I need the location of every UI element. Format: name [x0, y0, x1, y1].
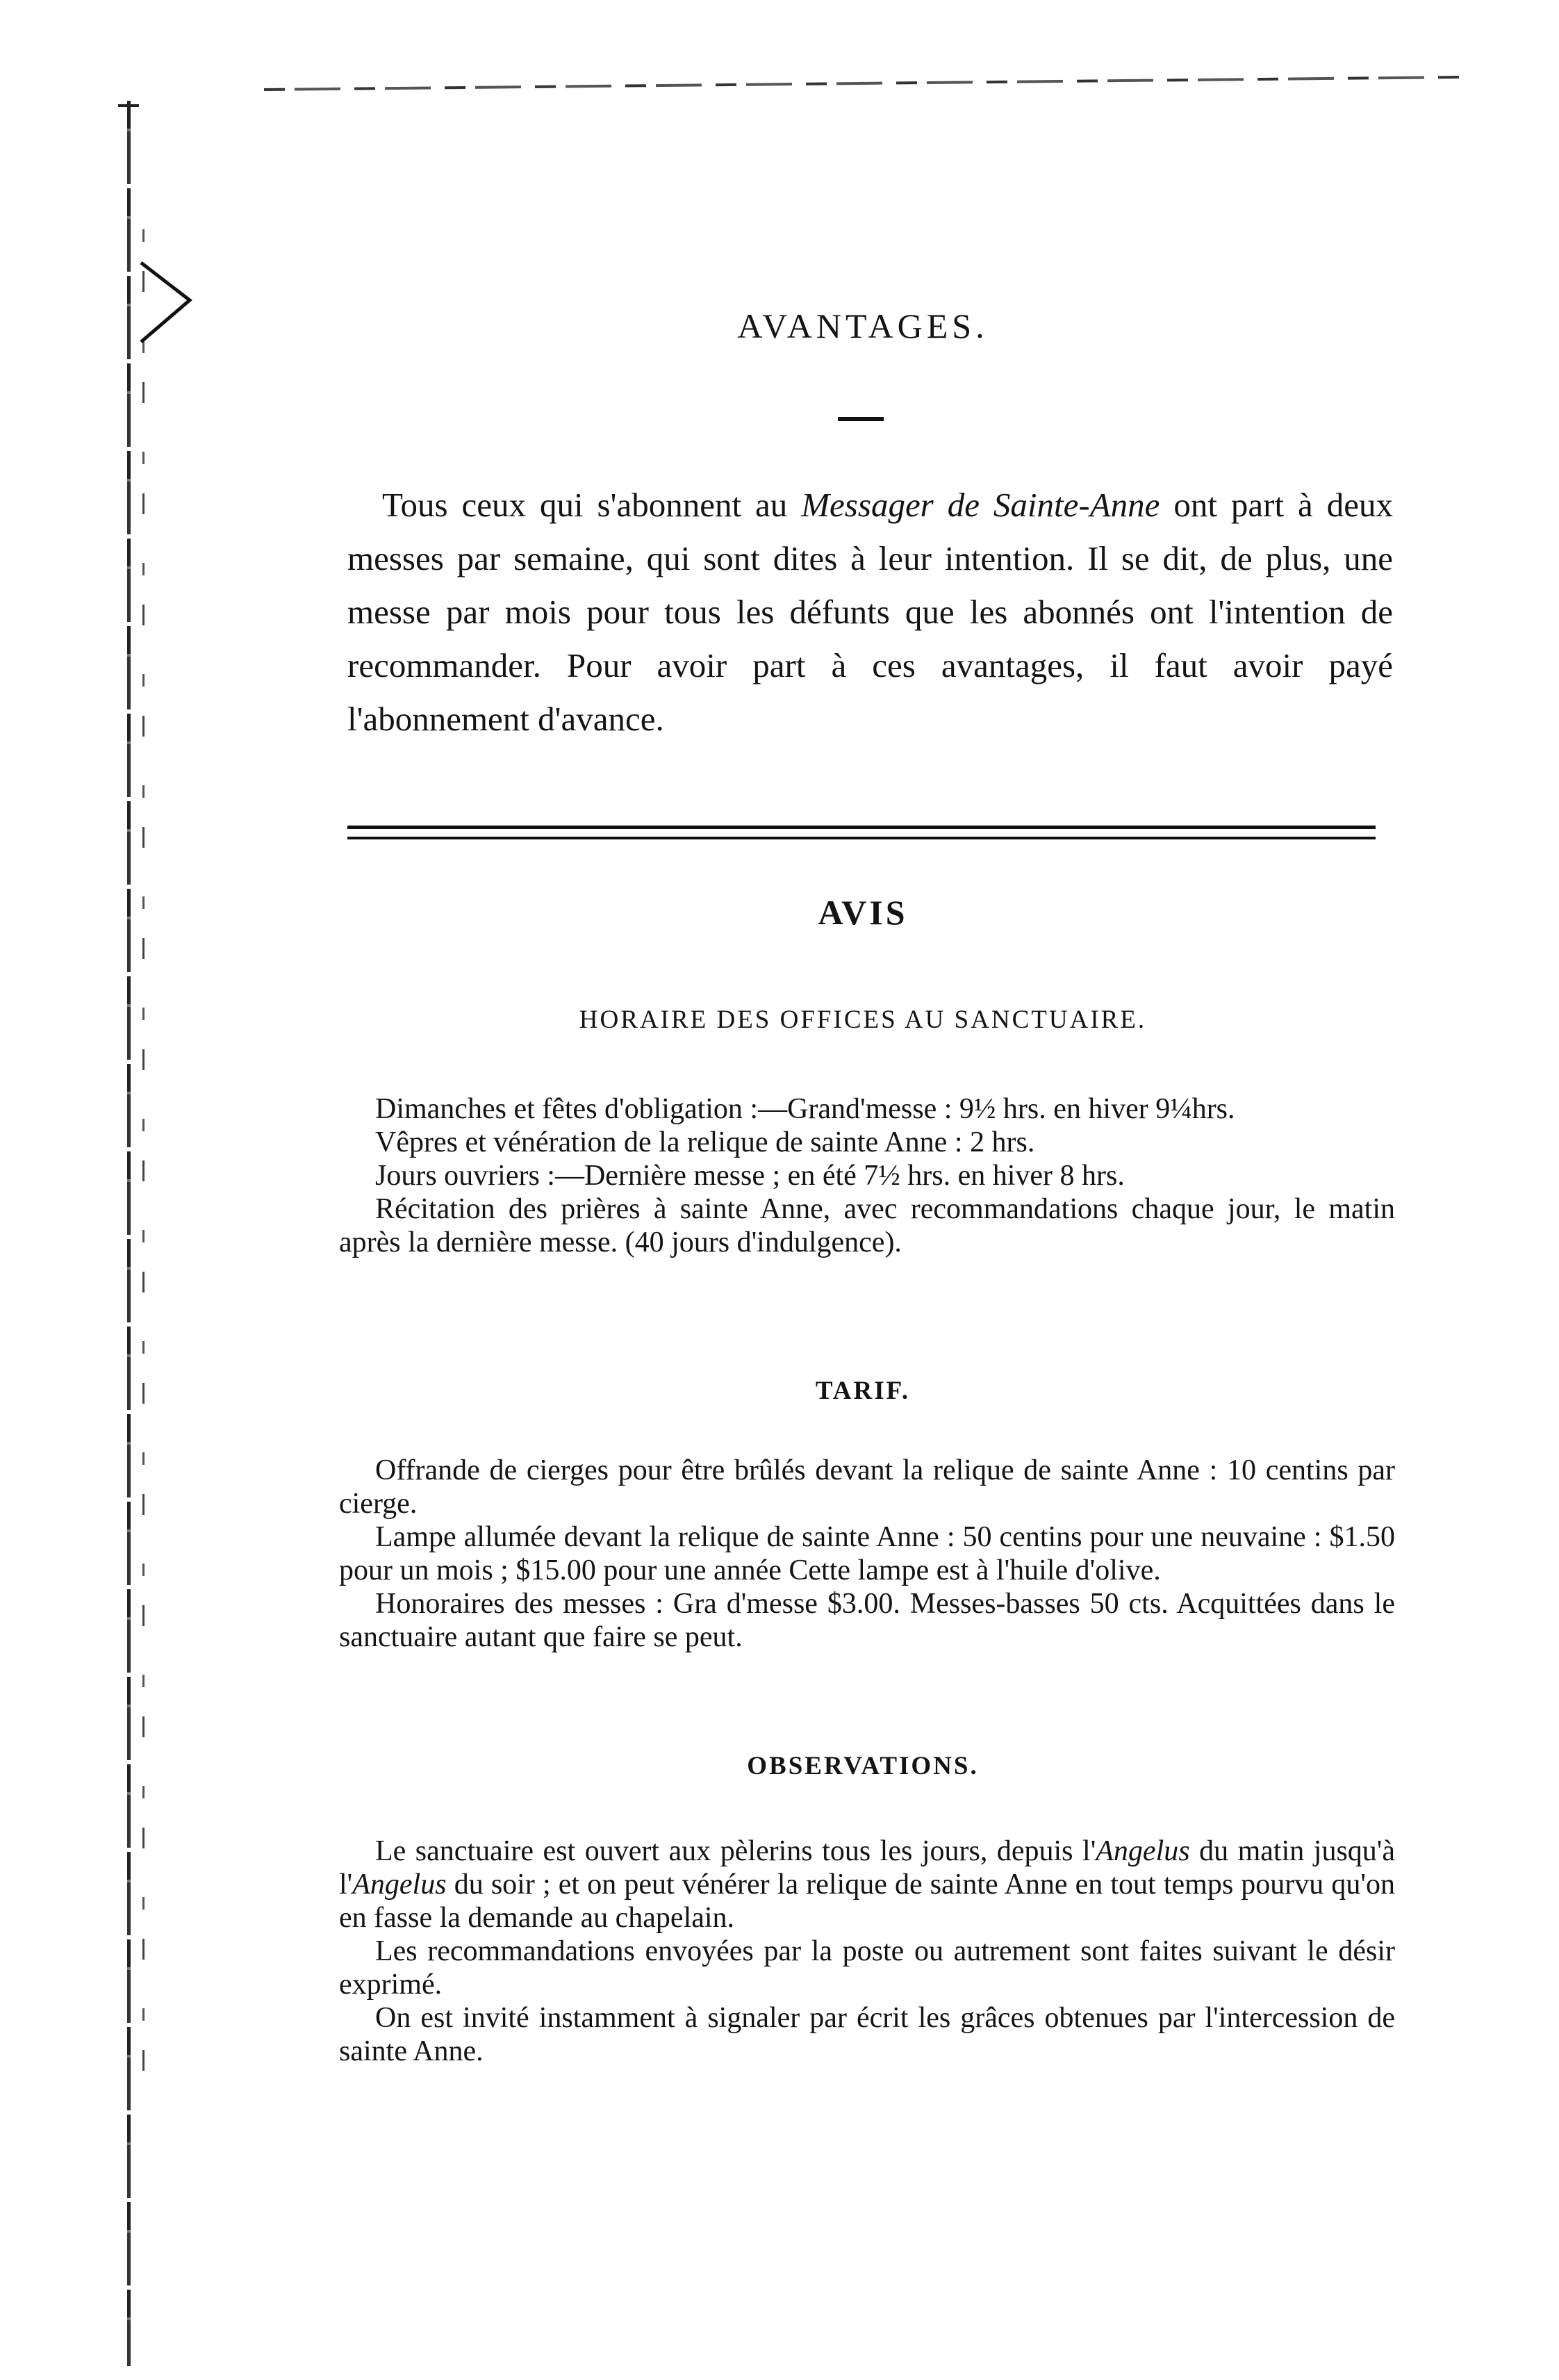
- avantages-title: AVANTAGES.: [737, 306, 989, 345]
- title-dash-divider: [838, 417, 884, 421]
- observations-heading: OBSERVATIONS.: [747, 1752, 979, 1780]
- tarif-section: [339, 1454, 1395, 1654]
- horaire-heading: HORAIRE DES OFFICES AU SANCTUAIRE.: [579, 1006, 1147, 1034]
- tarif-line: Lampe allumée devant la relique de sainte Anne : 50 centins pour une neuvaine : $1.50 pour un mois ; $15.00 pour une année Cette lampe est à l'huile d'olive.: [339, 1521, 1395, 1586]
- observations-text: du soir ; et on peut vénérer la relique de sainte Anne en tout temps pourvu qu'on en fasse la demande au chapelain.: [339, 1869, 1395, 1934]
- tarif-heading: TARIF.: [815, 1377, 911, 1405]
- angelus-italic: Angelus: [1096, 1835, 1190, 1867]
- observations-line: Les recommandations envoyées par la poste ou autrement sont faites suivant le désir exprimé.: [339, 1935, 1395, 2001]
- observations-section: [339, 1835, 1395, 2068]
- avantages-text-end: ont part à deux messes par semaine, qui sont dites à leur intention. Il se dit, de plus, une messe par mois pour tous les défunts que les abonnés ont l'intention de recommander. Pour avoir part à ces avantages, il faut avoir payé l'abonnement d'avance.: [347, 486, 1393, 738]
- section-divider-bottom: [347, 837, 1376, 839]
- observations-line: On est invité instamment à signaler par écrit les grâces obtenues par l'intercession de sainte Anne.: [339, 2002, 1395, 2067]
- horaire-line: Vêpres et vénération de la relique de sainte Anne : 2 hrs.: [375, 1126, 1035, 1158]
- horaire-line: Dimanches et fêtes d'obligation :—Grand'messe : 9½ hrs. en hiver 9¼hrs.: [375, 1093, 1235, 1125]
- observations-text: du matin jusqu'à l': [339, 1835, 1396, 1901]
- scan-artifact-left-edge-inner: [142, 229, 145, 2106]
- horaire-line: Jours ouvriers :—Dernière messe ; en été 7½ hrs. en hiver 8 hrs.: [375, 1160, 1125, 1192]
- scan-artifact-top: [264, 76, 1459, 91]
- observations-text: Le sanctuaire est ouvert aux pèlerins tous les jours, depuis l': [375, 1835, 1096, 1867]
- horaire-section: [339, 1092, 1395, 1259]
- avantages-text-start: Tous ceux qui s'abonnent au: [382, 486, 802, 524]
- tarif-line: Honoraires des messes : Gra d'messe $3.00. Messes-basses 50 cts. Acquittées dans le sanctuaire autant que faire se peut.: [339, 1588, 1395, 1653]
- horaire-line: Récitation des prières à sainte Anne, avec recommandations chaque jour, le matin après la dernière messe. (40 jours d'indulgence).: [339, 1193, 1395, 1258]
- tarif-line: Offrande de cierges pour être brûlés devant la relique de sainte Anne : 10 centins par cierge.: [339, 1454, 1395, 1520]
- observations-line: [339, 1835, 1395, 1935]
- angelus-italic: Angelus: [352, 1869, 447, 1901]
- avantages-paragraph: [347, 478, 1393, 746]
- section-divider-top: [347, 826, 1376, 829]
- messager-title-italic: Messager de Sainte-Anne: [801, 486, 1160, 524]
- scan-artifact-left-edge: [127, 101, 131, 2366]
- avis-title: AVIS: [818, 893, 908, 932]
